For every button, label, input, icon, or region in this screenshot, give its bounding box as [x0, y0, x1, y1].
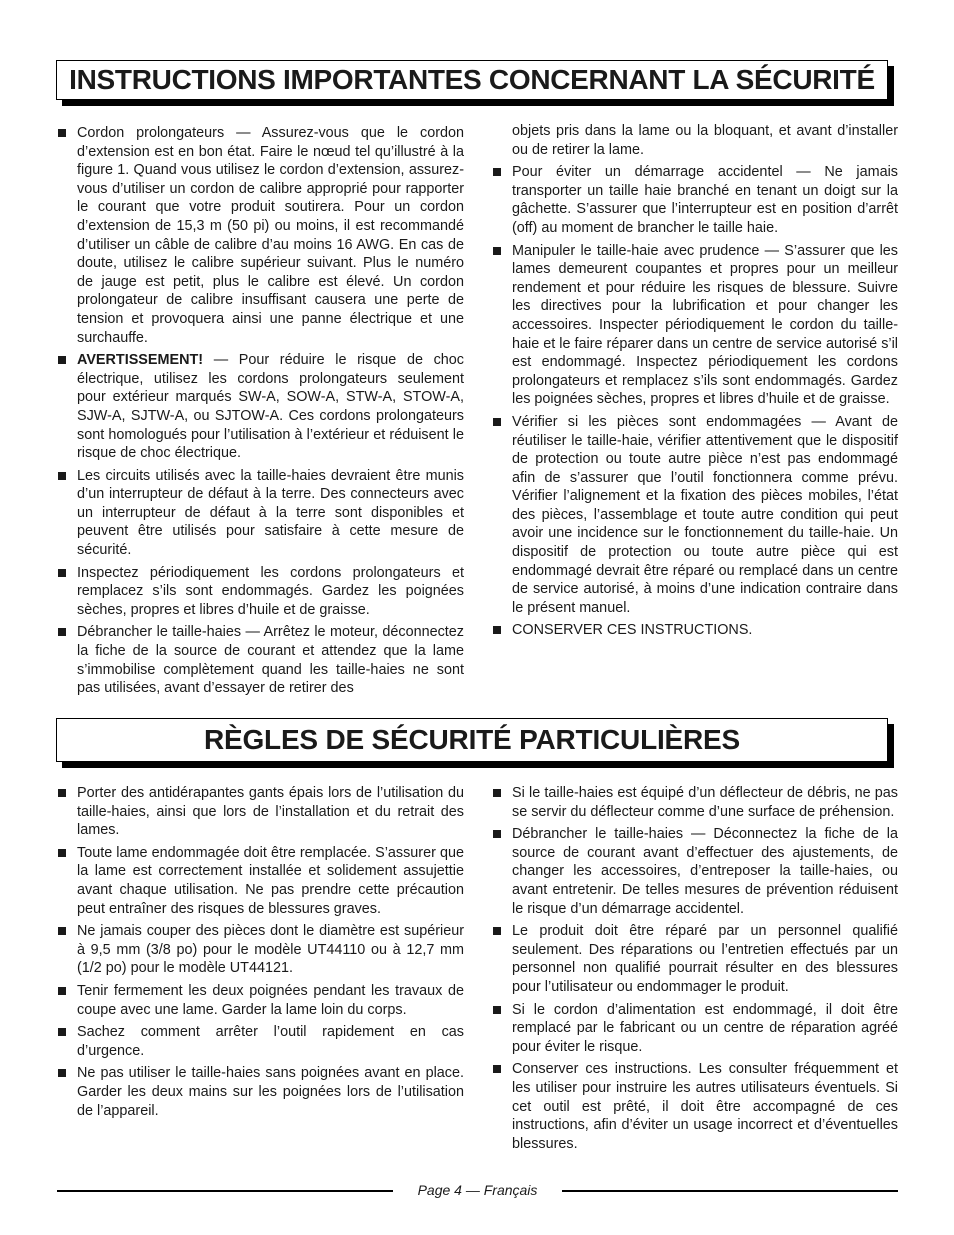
list-item: Inspectez périodiquement les cordons prolongateurs et remplacez s’ils sont endommagés. Gardez les poignées sèches, propres et libres d’huile et de graisse. [57, 564, 464, 620]
page-footer: Page 4 — Français [417, 1182, 538, 1198]
square-bullet-icon [493, 789, 501, 797]
list-item: Porter des antidérapantes gants épais lors de l’utilisation du taille-haies, ainsi que lors de l’installation et du retrait des lames. [57, 784, 464, 840]
square-bullet-icon [493, 830, 501, 838]
square-bullet-icon [493, 626, 501, 634]
list-item: Débrancher le taille-haies — Arrêtez le moteur, déconnectez la fiche de la source de courant et attendez que la lame s’immobilise complètement quand les taille-haies ne sont pas utilisées, avant d’essayer de retirer des [57, 623, 464, 697]
square-bullet-icon [493, 1006, 501, 1014]
list-item: Le produit doit être réparé par un personnel qualifié seulement. Des réparations ou l’entretien effectués par un personnel non qualifié pourrait résulter en des blessures pour l’utilisateur ou endommager le produit. [492, 922, 898, 996]
square-bullet-icon [493, 1065, 501, 1073]
square-bullet-icon [58, 129, 66, 137]
footer-rule-right [562, 1190, 898, 1192]
list-item: Ne jamais couper des pièces dont le diamètre est supérieur à 9,5 mm (3/8 po) pour le modèle UT44110 ou à 12,7 mm (1/2 po) pour le modèle UT44121. [57, 922, 464, 978]
safety-column-right [492, 122, 898, 644]
warning-label: AVERTISSEMENT! [77, 352, 204, 369]
list-item: CONSERVER CES INSTRUCTIONS. [492, 621, 898, 640]
square-bullet-icon [493, 168, 501, 176]
list-item: AVERTISSEMENT! — Pour réduire le risque de choc électrique, utilisez les cordons prolongateurs seulement pour extérieur marqués SW-A, SOW-A, STW-A, STOW-A, SJW-A, SJTW-A, ou SJTOW-A. Ces cordons prolongateurs sont homologués pour l’utilisation à l’extérieur et réduisent le risque de choc électrique. [57, 351, 464, 463]
square-bullet-icon [493, 927, 501, 935]
list-item: Ne pas utiliser le taille-haies sans poignées avant en place. Garder les deux mains sur les poignées lors de l’utilisation de l’appareil. [57, 1064, 464, 1120]
list-item: Les circuits utilisés avec la taille-haies devraient être munis d’un interrupteur de défaut à la terre. Des connecteurs avec un interrupteur de défaut à la terre sont disponibles et peuvent être utilisés pour satisfaire à cette mesure de sécurité. [57, 467, 464, 560]
square-bullet-icon [58, 1069, 66, 1077]
square-bullet-icon [58, 569, 66, 577]
square-bullet-icon [58, 987, 66, 995]
safety-column-left [57, 124, 464, 702]
square-bullet-icon [493, 418, 501, 426]
square-bullet-icon [58, 628, 66, 636]
list-item-continuation: objets pris dans la lame ou la bloquant, et avant d’installer ou de retirer la lame. [512, 123, 898, 158]
square-bullet-icon [58, 927, 66, 935]
square-bullet-icon [58, 789, 66, 797]
list-item: Si le taille-haies est équipé d’un déflecteur de débris, ne pas se servir du déflecteur comme d’une surface de préhension. [492, 784, 898, 821]
list-item: Pour éviter un démarrage accidentel — Ne jamais transporter un taille haie branché en tenant un doigt sur la gâchette. S’assurer que l’interrupteur est en position d’arrêt (off) au moment de brancher le taille haie. [492, 163, 898, 237]
list-item: Si le cordon d’alimentation est endommagé, il doit être remplacé par le fabricant ou un centre de réparation agréé pour éviter le risque. [492, 1001, 898, 1057]
list-item: Vérifier si les pièces sont endommagées — Avant de réutiliser le taille-haie, vérifier attentivement que le dispositif de protection ou toute autre pièce n’est pas endommagé afin de s’assurer que l’outil fonctionnera comme prévu. Vérifier l’alignement et la fixation des pièces mobiles, l’état des pièces, l’assemblage et toute autre condition qui peut avoir une incidence sur le fonctionnement du taille-haie. Un dispositif de protection ou toute autre pièce qui est endommagé devrait être réparé ou remplacé dans un centre de service autorisé, à moins d’une indication contraire dans le présent manuel. [492, 413, 898, 618]
rules-column-left [57, 784, 464, 1124]
section-title-important-safety: INSTRUCTIONS IMPORTANTES CONCERNANT LA SÉCURITÉ [56, 60, 888, 100]
list-item: Conserver ces instructions. Les consulter fréquemment et les utiliser pour instruire les autres utilisateurs éventuels. Si cet outil est prêté, il doit être accompagné de ces instructions, afin d’éviter un usage incorrect et d’éventuelles blessures. [492, 1060, 898, 1153]
footer-rule-left [57, 1190, 393, 1192]
square-bullet-icon [493, 247, 501, 255]
list-item: Cordon prolongateurs — Assurez-vous que le cordon d’extension est en bon état. Faire le nœud tel qu’illustré à la figure 1. Quand vous utilisez le cordon d’extension, assurez-vous d’utiliser un cordon de calibre approprié pour rapporter le courant que votre produit soutirera. Pour un cordon d’extension de 15,3 m (50 pi) ou moins, il est recommandé d’utiliser un câble de calibre d’au moins 16 AWG. En cas de doute, utilisez le calibre supérieur suivant. Plus le numéro de jauge est petit, plus le calibre est élevé. Un cordon prolongateur de calibre insuffisant causera une perte de tension et provoquera ainsi une panne électrique et une surchauffe. [57, 124, 464, 347]
rules-column-right [492, 784, 898, 1157]
list-item: Sachez comment arrêter l’outil rapidement en cas d’urgence. [57, 1023, 464, 1060]
list-item: Toute lame endommagée doit être remplacée. S’assurer que la lame est correctement installée et solidement assujettie avant chaque utilisation. Ne pas prendre cette précaution peut entraîner des risques de blessures graves. [57, 844, 464, 918]
square-bullet-icon [58, 472, 66, 480]
list-item: Débrancher le taille-haies — Déconnectez la fiche de la source de courant avant d’effectuer des ajustements, de changer les accessoires, d’entreposer la taille-haies, ou avant entretenir. De telles mesures de prévention réduisent le risque d’un démarrage accidentel. [492, 825, 898, 918]
square-bullet-icon [58, 356, 66, 364]
section-title-specific-rules: RÈGLES DE SÉCURITÉ PARTICULIÈRES [56, 718, 888, 762]
list-item: Manipuler le taille-haie avec prudence — S’assurer que les lames demeurent coupantes et propres pour un meilleur rendement et pour réduire les risques de blessure. Suivre les directives pour la lubrification et pour changer les accessoires. Inspecter périodiquement le cordon du taille-haie et le faire réparer dans un centre de service autorisé s’il est endommagé. Inspectez périodiquement les cordons prolongateurs et remplacez s’ils sont endommagés. Gardez les poignées sèches, propres et libres d’huile et de graisse. [492, 242, 898, 409]
square-bullet-icon [58, 1028, 66, 1036]
list-item: Tenir fermement les deux poignées pendant les travaux de coupe avec une lame. Garder la lame loin du corps. [57, 982, 464, 1019]
square-bullet-icon [58, 849, 66, 857]
